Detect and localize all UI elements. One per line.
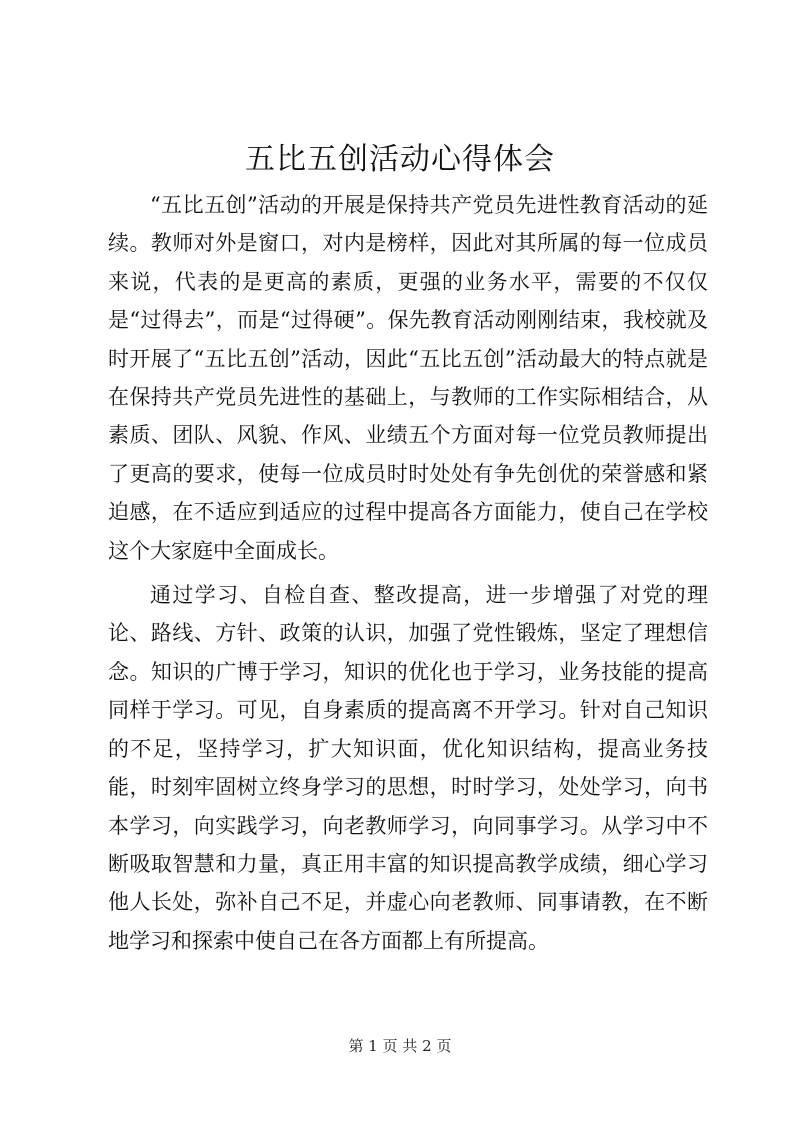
document-body <box>108 186 708 960</box>
page-footer: 第 1 页 共 2 页 <box>348 1037 452 1055</box>
document-title: 五比五创活动心得体会 <box>245 142 555 177</box>
paragraph-1: “五比五创”活动的开展是保持共产党员先进性教育活动的延续。教师对外是窗口，对内是榜样，因此对其所属的每一位成员来说，代表的是更高的素质，更强的业务水平，需要的不仅仅是“过得去”，而是“过得硬”。保先教育活动刚刚结束，我校就及时开展了“五比五创”活动，因此“五比五创”活动最大的特点就是在保持共产党员先进性的基础上，与教师的工作实际相结合，从素质、团队、风貌、作风、业绩五个方面对每一位党员教师提出了更高的要求，使每一位成员时时处处有争先创优的荣誉感和紧迫感，在不适应到适应的过程中提高各方面能力，使自己在学校这个大家庭中全面成长。 <box>108 193 708 563</box>
paragraph-2: 通过学习、自检自查、整改提高，进一步增强了对党的理论、路线、方针、政策的认识，加强了党性锻炼，坚定了理想信念。知识的广博于学习，知识的优化也于学习，业务技能的提高同样于学习。可见，自身素质的提高离不开学习。针对自己知识的不足，坚持学习，扩大知识面，优化知识结构，提高业务技能，时刻牢固树立终身学习的思想，时时学习，处处学习，向书本学习，向实践学习，向老教师学习，向同事学习。从学习中不断吸取智慧和力量，真正用丰富的知识提高教学成绩，细心学习他人长处，弥补自己不足，并虚心向老教师、同事请教，在不断地学习和探索中使自己在各方面都上有所提高。 <box>108 583 708 953</box>
